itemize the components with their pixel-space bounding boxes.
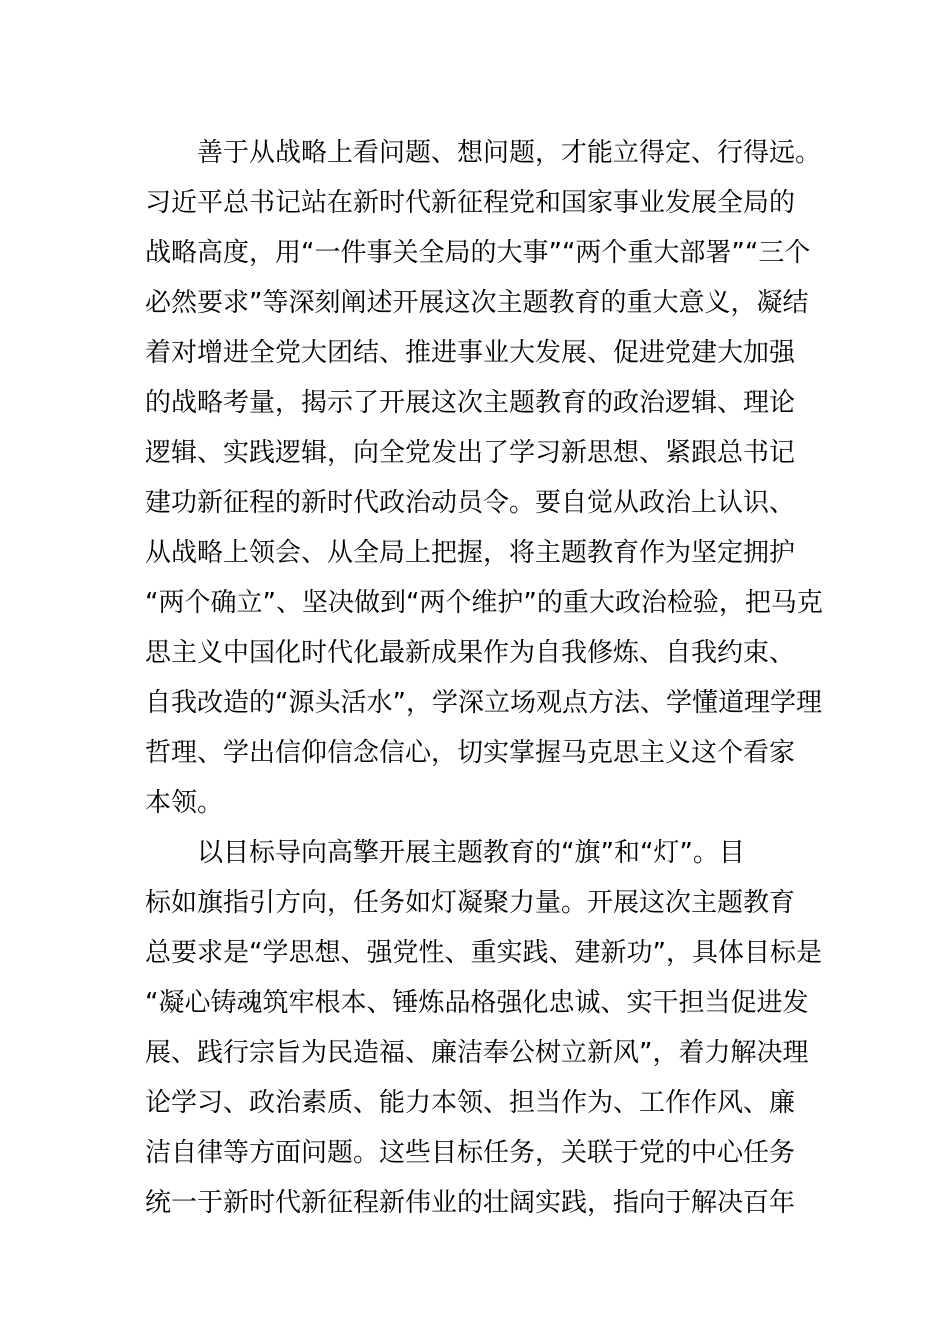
text-line: 善于从战略上看问题、想问题，才能立得定、行得远。	[145, 138, 822, 168]
text-line: 以目标导向高擎开展主题教育的“旗”和“灯”。目	[145, 838, 745, 868]
text-line: 统一于新时代新征程新伟业的壮阔实践，指向于解决百年	[145, 1188, 796, 1218]
text-line: 的战略考量，揭示了开展这次主题教育的政治逻辑、理论	[145, 388, 796, 418]
text-line: 思主义中国化时代化最新成果作为自我修炼、自我约束、	[145, 638, 796, 668]
text-line: 战略高度，用“一件事关全局的大事”“两个重大部署”“三个	[145, 238, 811, 268]
text-line: 建功新征程的新时代政治动员令。要自觉从政治上认识、	[145, 488, 796, 518]
text-line: 标如旗指引方向，任务如灯凝聚力量。开展这次主题教育	[145, 888, 796, 918]
text-line: 逻辑、实践逻辑，向全党发出了学习新思想、紧跟总书记	[145, 438, 796, 468]
text-line: “凝心铸魂筑牢根本、锤炼品格强化忠诚、实干担当促进发	[145, 988, 809, 1018]
document-body	[145, 128, 825, 1228]
text-line: 从战略上领会、从全局上把握，将主题教育作为坚定拥护	[145, 538, 796, 568]
text-line: 本领。	[145, 788, 224, 818]
text-line: 哲理、学出信仰信念信心，切实掌握马克思主义这个看家	[145, 738, 796, 768]
text-line: 着对增进全党大团结、推进事业大发展、促进党建大加强	[145, 338, 796, 368]
text-line: 论学习、政治素质、能力本领、担当作为、工作作风、廉	[145, 1088, 796, 1118]
text-line: 洁自律等方面问题。这些目标任务，关联于党的中心任务	[145, 1138, 796, 1168]
text-line: 展、践行宗旨为民造福、廉洁奉公树立新风”，着力解决理	[145, 1038, 809, 1068]
text-line: 习近平总书记站在新时代新征程党和国家事业发展全局的	[145, 188, 796, 218]
text-line: 必然要求”等深刻阐述开展这次主题教育的重大意义，凝结	[145, 288, 809, 318]
text-line: 总要求是“学思想、强党性、重实践、建新功”，具体目标是	[145, 938, 822, 968]
text-line: “两个确立”、坚决做到“两个维护”的重大政治检验，把马克	[145, 588, 823, 618]
text-line: 自我改造的“源头活水”，学深立场观点方法、学懂道理学理	[145, 688, 822, 718]
